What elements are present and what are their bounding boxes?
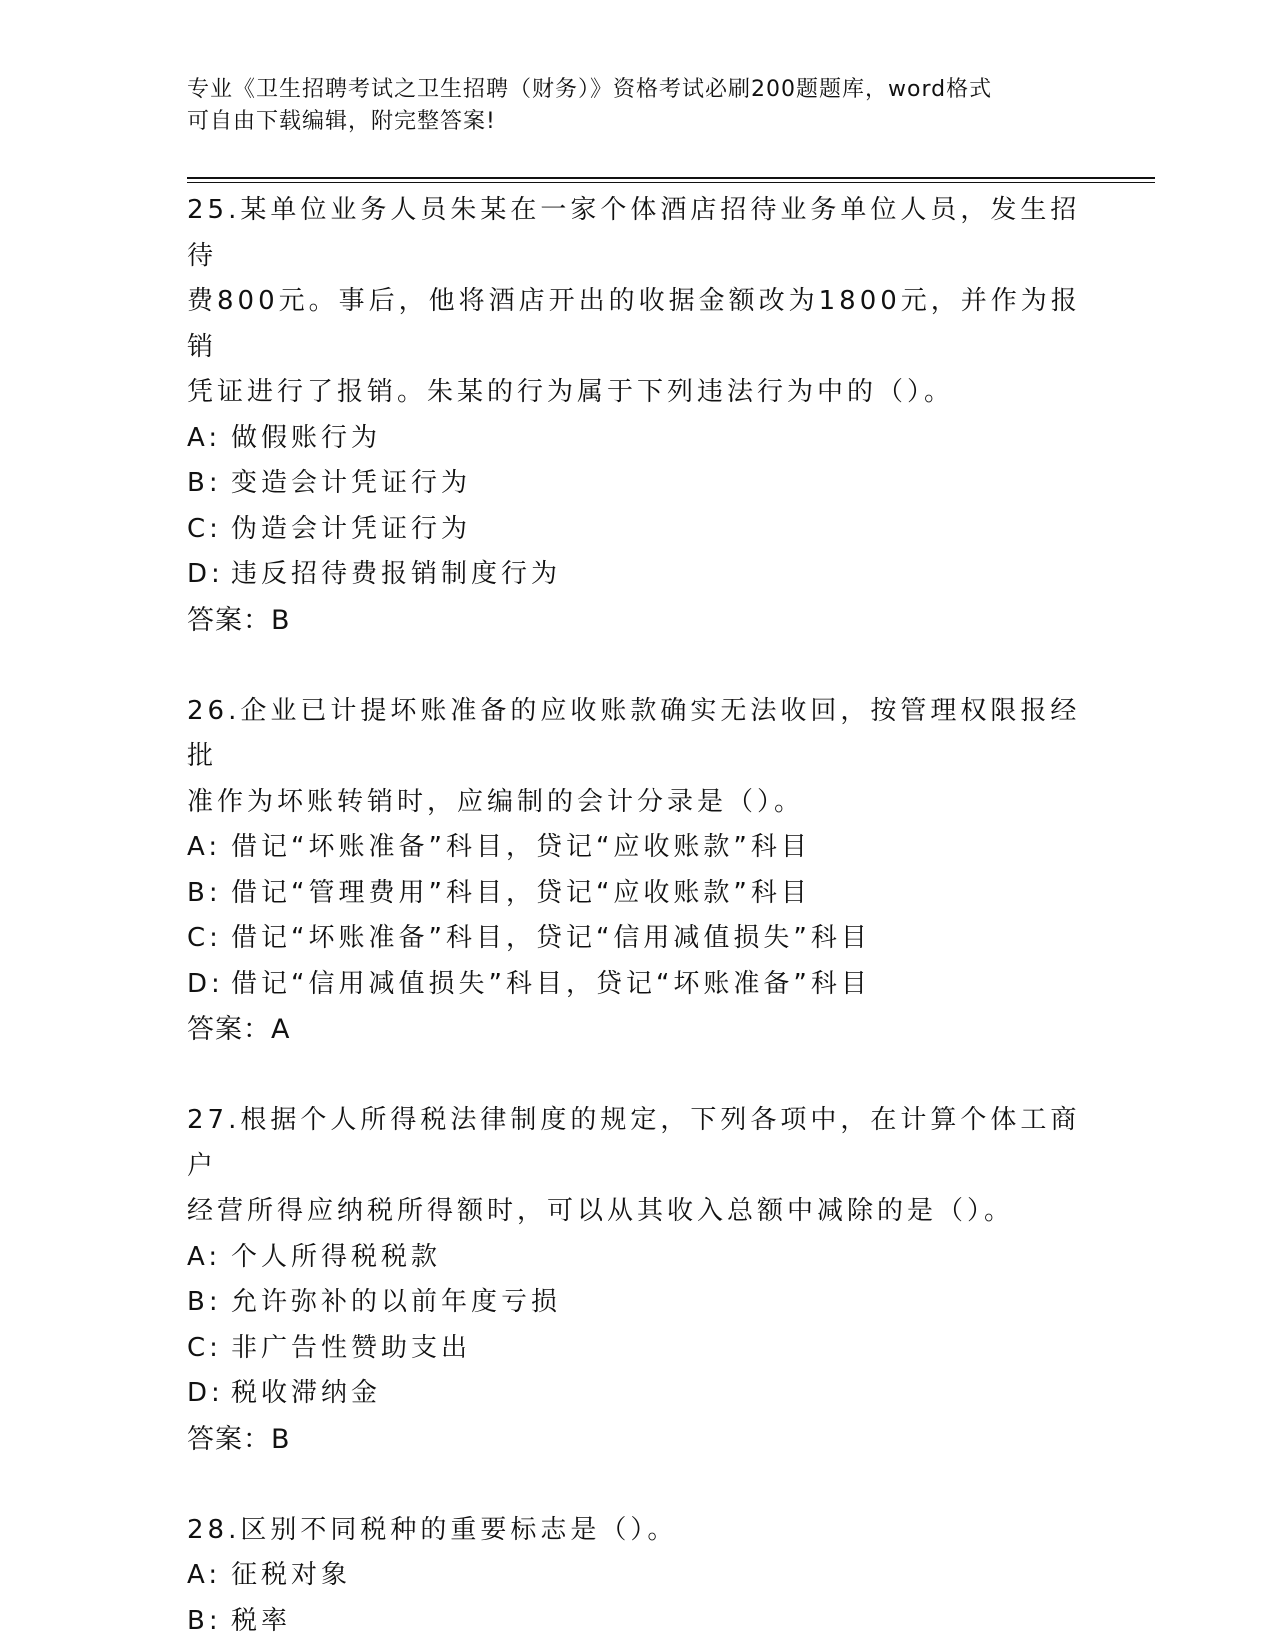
option-letter: A: [187,1560,222,1590]
question-spacer [187,1053,1087,1099]
question-list [187,188,1087,1644]
option-d [187,1371,1087,1417]
option-a [187,1235,1087,1281]
question-stem-line: 26.企业已计提坏账准备的应收账款确实无法收回，按管理权限报经批 [187,695,1081,771]
option-letter: C: [187,923,222,953]
option-letter: A: [187,1241,222,1272]
question-stem-line: 准作为坏账转销时，应编制的会计分录是（）。 [187,786,805,817]
question-27 [187,1098,1087,1462]
question-stem-line: 27.根据个人所得税法律制度的规定，下列各项中，在计算个体工商户 [187,1105,1081,1181]
question-spacer [187,643,1087,689]
question-stem-line: 28.区别不同税种的重要标志是（）。 [187,1514,678,1545]
option-d [187,962,1087,1008]
answer-line: 答案：B [187,1423,291,1455]
option-text: 借记“信用减值损失”科目，贷记“坏账准备”科目 [231,968,871,999]
option-letter: B: [187,877,222,908]
answer-line: 答案：A [187,1014,291,1045]
document-header [187,74,1087,138]
option-text: 税收滞纳金 [231,1378,382,1408]
option-text: 变造会计凭证行为 [231,468,472,498]
question-stem-line: 25.某单位业务人员朱某在一家个体酒店招待业务单位人员，发生招待 [187,195,1081,271]
option-d [187,552,1087,598]
option-c [187,916,1087,962]
option-text: 做假账行为 [231,422,382,453]
option-b [187,1599,1087,1645]
option-letter: D: [187,559,224,589]
option-letter: B: [187,1605,222,1636]
option-text: 允许弥补的以前年度亏损 [231,1287,562,1317]
option-b [187,1280,1087,1326]
option-a [187,1553,1087,1599]
option-a [187,416,1087,462]
option-letter: D: [187,968,224,999]
question-stem-line: 经营所得应纳税所得额时，可以从其收入总额中减除的是（）。 [187,1196,1015,1226]
option-letter: A: [187,422,222,453]
option-text: 借记“坏账准备”科目，贷记“信用减值损失”科目 [231,923,871,953]
option-c [187,1326,1087,1372]
option-b [187,461,1087,507]
option-letter: D: [187,1378,224,1408]
option-text: 伪造会计凭证行为 [231,513,472,544]
option-letter: C: [187,513,222,544]
header-divider-thin [187,182,1155,183]
header-line-2: 可自由下载编辑，附完整答案! [187,109,496,134]
header-divider [187,177,1155,179]
option-text: 个人所得税税款 [231,1241,442,1272]
question-stem-line: 费800元。事后，他将酒店开出的收据金额改为1800元，并作为报销 [187,286,1081,362]
option-letter: C: [187,1332,222,1363]
option-text: 征税对象 [231,1560,352,1590]
question-25 [187,188,1087,643]
option-letter: B: [187,468,222,498]
question-stem-line: 凭证进行了报销。朱某的行为属于下列违法行为中的（）。 [187,377,955,407]
question-26 [187,689,1087,1053]
header-line-1: 专业《卫生招聘考试之卫生招聘（财务）》资格考试必刷200题题库，word格式 [187,77,993,102]
question-28 [187,1508,1087,1645]
option-b [187,871,1087,917]
option-text: 借记“管理费用”科目，贷记“应收账款”科目 [231,877,811,908]
option-c [187,507,1087,553]
question-spacer [187,1462,1087,1508]
option-text: 违反招待费报销制度行为 [231,559,562,589]
option-text: 非广告性赞助支出 [231,1332,472,1363]
answer-line: 答案：B [187,604,291,636]
option-letter: B: [187,1287,222,1317]
option-text: 税率 [231,1605,292,1636]
option-letter: A: [187,832,222,862]
option-text: 借记“坏账准备”科目，贷记“应收账款”科目 [231,832,811,862]
option-a [187,825,1087,871]
